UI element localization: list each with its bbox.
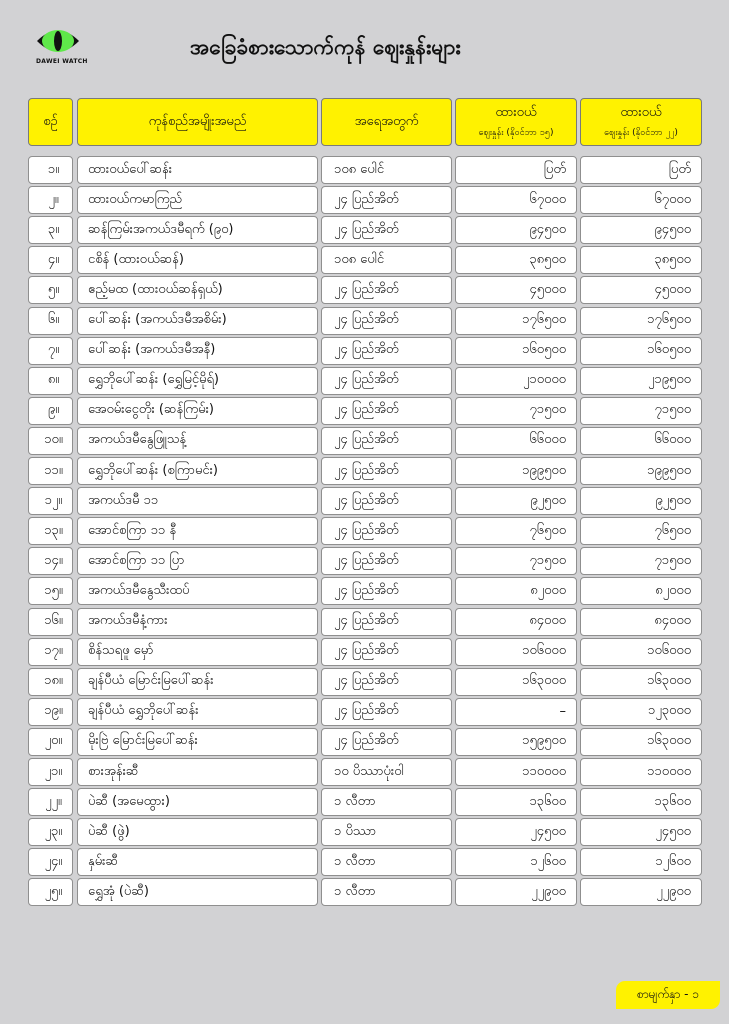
- row-1-name: ထားဝယ်ပေါ်ဆန်း: [77, 156, 318, 184]
- header-price-nov22: [580, 98, 702, 146]
- logo: [36, 26, 86, 65]
- row-25-no: ၂၅။: [28, 878, 73, 906]
- header-price-nov22-l2: ဈေးနှုန်း (နိုဝင်ဘာ ၂၂): [604, 128, 678, 138]
- row-3-unit: ၂၄ ပြည်အိတ်: [321, 216, 452, 244]
- row-6-name: ပေါ်ဆန်း (အကယ်ဒမီအစိမ်း): [77, 307, 318, 335]
- row-22-p1: ၁၃၆၀၀: [455, 788, 577, 816]
- row-14-no: ၁၄။: [28, 547, 73, 575]
- header-unit: အရေအတွက်: [321, 98, 452, 146]
- row-2-no: ၂။: [28, 186, 73, 214]
- header-price-nov15-l2: ဈေးနှုန်း (နိုဝင်ဘာ ၁၅): [478, 128, 554, 138]
- header-price-nov15-l1: ထားဝယ်: [495, 105, 537, 120]
- row-21-p1: ၁၁၀၀၀၀: [455, 758, 577, 786]
- row-16-unit: ၂၄ ပြည်အိတ်: [321, 608, 452, 636]
- row-19-p2: ၁၂၃၀၀၀: [580, 698, 702, 726]
- row-11-p1: ၁၉၉၅၀၀: [455, 457, 577, 485]
- row-16-p2: ၈၄၀၀၀: [580, 608, 702, 636]
- page-title: အခြေခံစားသောက်ကုန် ဈေးနှုန်းများ: [190, 35, 461, 59]
- row-14-p1: ၇၁၅၀၀: [455, 547, 577, 575]
- row-10-name: အကယ်ဒမီနွေဖြူသန့်: [77, 427, 318, 455]
- row-18-name: ချန်ပီယံ မြောင်းမြပေါ်ဆန်း: [77, 668, 318, 696]
- row-10-p2: ၆၆၀၀၀: [580, 427, 702, 455]
- row-1-unit: ၁၀၈ ပေါင်: [321, 156, 452, 184]
- row-13-name: အောင်စကြာ ၁၁ နီ: [77, 517, 318, 545]
- row-15-name: အကယ်ဒမီနွေသီးထပ်: [77, 577, 318, 605]
- row-18-p1: ၁၆၃၀၀၀: [455, 668, 577, 696]
- row-8-unit: ၂၄ ပြည်အိတ်: [321, 367, 452, 395]
- row-25-name: ရွှေအုံ (ပဲဆီ): [77, 878, 318, 906]
- row-7-p1: ၁၆၀၅၀၀: [455, 337, 577, 365]
- row-15-p2: ၈၂၀၀၀: [580, 577, 702, 605]
- row-4-name: ငစိန် (ထားဝယ်ဆန်): [77, 246, 318, 274]
- row-24-p2: ၁၂၆၀၀: [580, 848, 702, 876]
- row-3-no: ၃။: [28, 216, 73, 244]
- row-12-name: အကယ်ဒမီ ၁၁: [77, 487, 318, 515]
- row-20-unit: ၂၄ ပြည်အိတ်: [321, 728, 452, 756]
- row-22-p2: ၁၃၆၀၀: [580, 788, 702, 816]
- row-6-p1: ၁၇၆၅၀၀: [455, 307, 577, 335]
- row-24-name: နှမ်းဆီ: [77, 848, 318, 876]
- row-9-p1: ၇၁၅၀၀: [455, 397, 577, 425]
- row-1-p2: ပြတ်: [580, 156, 702, 184]
- row-25-unit: ၁ လီတာ: [321, 878, 452, 906]
- header-price-nov15: [455, 98, 577, 146]
- row-13-p1: ၇၆၅၀၀: [455, 517, 577, 545]
- row-15-p1: ၈၂၀၀၀: [455, 577, 577, 605]
- row-9-name: အေဝမ်းငွေတိုး (ဆန်ကြမ်း): [77, 397, 318, 425]
- row-4-p1: ၃၈၅၀၀: [455, 246, 577, 274]
- row-4-unit: ၁၀၈ ပေါင်: [321, 246, 452, 274]
- row-17-no: ၁၇။: [28, 638, 73, 666]
- row-17-unit: ၂၄ ပြည်အိတ်: [321, 638, 452, 666]
- row-23-no: ၂၃။: [28, 818, 73, 846]
- row-19-name: ချန်ပီယံ ရွှေဘိုပေါ်ဆန်း: [77, 698, 318, 726]
- row-19-unit: ၂၄ ပြည်အိတ်: [321, 698, 452, 726]
- row-9-unit: ၂၄ ပြည်အိတ်: [321, 397, 452, 425]
- row-19-p1: –: [455, 698, 577, 726]
- row-21-no: ၂၁။: [28, 758, 73, 786]
- row-3-p1: ၉၄၅၀၀: [455, 216, 577, 244]
- row-23-p2: ၂၄၅၀၀: [580, 818, 702, 846]
- header-price-nov22-l1: ထားဝယ်: [620, 105, 662, 120]
- row-17-p1: ၁၀၆၀၀၀: [455, 638, 577, 666]
- row-12-no: ၁၂။: [28, 487, 73, 515]
- header-no: စဉ်: [28, 98, 73, 146]
- row-11-p2: ၁၉၉၅၀၀: [580, 457, 702, 485]
- header-name: ကုန်စည်အမျိုးအမည်: [77, 98, 318, 146]
- row-11-name: ရွှေဘိုပေါ်ဆန်း (စကြာမင်း): [77, 457, 318, 485]
- row-10-p1: ၆၆၀၀၀: [455, 427, 577, 455]
- row-20-p2: ၁၆၃၀၀၀: [580, 728, 702, 756]
- row-14-unit: ၂၄ ပြည်အိတ်: [321, 547, 452, 575]
- row-8-p2: ၂၁၉၅၀၀: [580, 367, 702, 395]
- row-25-p2: ၂၂၉၀၀: [580, 878, 702, 906]
- row-25-p1: ၂၂၉၀၀: [455, 878, 577, 906]
- row-7-no: ၇။: [28, 337, 73, 365]
- row-20-p1: ၁၅၉၅၀၀: [455, 728, 577, 756]
- row-8-no: ၈။: [28, 367, 73, 395]
- row-24-unit: ၁ လီတာ: [321, 848, 452, 876]
- row-15-no: ၁၅။: [28, 577, 73, 605]
- brand-name: DAWEI WATCH: [36, 58, 88, 65]
- row-16-no: ၁၆။: [28, 608, 73, 636]
- row-10-unit: ၂၄ ပြည်အိတ်: [321, 427, 452, 455]
- row-19-no: ၁၉။: [28, 698, 73, 726]
- row-18-p2: ၁၆၃၀၀၀: [580, 668, 702, 696]
- row-4-p2: ၃၈၅၀၀: [580, 246, 702, 274]
- row-5-unit: ၂၄ ပြည်အိတ်: [321, 276, 452, 304]
- row-8-p1: ၂၁၀၀၀၀: [455, 367, 577, 395]
- row-2-p2: ၆၇၀၀၀: [580, 186, 702, 214]
- row-7-p2: ၁၆၀၅၀၀: [580, 337, 702, 365]
- row-3-name: ဆန်ကြမ်းအကယ်ဒမီရက် (၉၀): [77, 216, 318, 244]
- row-13-p2: ၇၆၅၀၀: [580, 517, 702, 545]
- row-23-unit: ၁ ပိဿာ: [321, 818, 452, 846]
- row-6-p2: ၁၇၆၅၀၀: [580, 307, 702, 335]
- row-21-p2: ၁၁၀၀၀၀: [580, 758, 702, 786]
- row-14-name: အောင်စကြာ ၁၁ ပြာ: [77, 547, 318, 575]
- row-8-name: ရွှေဘိုပေါ်ဆန်း (ရွှေမြင့်မိုရ်): [77, 367, 318, 395]
- row-14-p2: ၇၁၅၀၀: [580, 547, 702, 575]
- row-17-p2: ၁၀၆၀၀၀: [580, 638, 702, 666]
- row-24-p1: ၁၂၆၀၀: [455, 848, 577, 876]
- row-1-p1: ပြတ်: [455, 156, 577, 184]
- row-5-name: ဧည့်မထ (ထားဝယ်ဆန်ရှယ်): [77, 276, 318, 304]
- row-5-p2: ၄၅၀၀၀: [580, 276, 702, 304]
- row-4-no: ၄။: [28, 246, 73, 274]
- row-2-p1: ၆၇၀၀၀: [455, 186, 577, 214]
- row-22-unit: ၁ လီတာ: [321, 788, 452, 816]
- row-12-p1: ၉၂၅၀၀: [455, 487, 577, 515]
- row-6-unit: ၂၄ ပြည်အိတ်: [321, 307, 452, 335]
- row-9-no: ၉။: [28, 397, 73, 425]
- row-2-unit: ၂၄ ပြည်အိတ်: [321, 186, 452, 214]
- row-12-p2: ၉၂၅၀၀: [580, 487, 702, 515]
- row-17-name: စိန်သရဖူ မှော်: [77, 638, 318, 666]
- row-21-unit: ၁၀ ပိဿာပုံးဝါ: [321, 758, 452, 786]
- row-6-no: ၆။: [28, 307, 73, 335]
- row-5-p1: ၄၅၀၀၀: [455, 276, 577, 304]
- row-16-p1: ၈၄၀၀၀: [455, 608, 577, 636]
- row-21-name: စားအုန်းဆီ: [77, 758, 318, 786]
- row-16-name: အကယ်ဒမီနံ့ကား: [77, 608, 318, 636]
- page-number: စာမျက်နှာ - ၁: [616, 981, 720, 1009]
- row-9-p2: ၇၁၅၀၀: [580, 397, 702, 425]
- row-23-name: ပဲဆီ (ဖွဲ): [77, 818, 318, 846]
- row-18-no: ၁၈။: [28, 668, 73, 696]
- eye-icon: [36, 26, 80, 56]
- row-1-no: ၁။: [28, 156, 73, 184]
- row-22-name: ပဲဆီ (အမေထွား): [77, 788, 318, 816]
- row-3-p2: ၉၄၅၀၀: [580, 216, 702, 244]
- row-13-no: ၁၃။: [28, 517, 73, 545]
- row-11-no: ၁၁။: [28, 457, 73, 485]
- row-18-unit: ၂၄ ပြည်အိတ်: [321, 668, 452, 696]
- row-13-unit: ၂၄ ပြည်အိတ်: [321, 517, 452, 545]
- row-7-name: ပေါ်ဆန်း (အကယ်ဒမီအနီ): [77, 337, 318, 365]
- row-24-no: ၂၄။: [28, 848, 73, 876]
- row-23-p1: ၂၄၅၀၀: [455, 818, 577, 846]
- row-20-name: မိုးဗြဲ မြောင်းမြပေါ်ဆန်း: [77, 728, 318, 756]
- row-12-unit: ၂၄ ပြည်အိတ်: [321, 487, 452, 515]
- row-15-unit: ၂၄ ပြည်အိတ်: [321, 577, 452, 605]
- row-22-no: ၂၂။: [28, 788, 73, 816]
- row-11-unit: ၂၄ ပြည်အိတ်: [321, 457, 452, 485]
- row-10-no: ၁၀။: [28, 427, 73, 455]
- row-7-unit: ၂၄ ပြည်အိတ်: [321, 337, 452, 365]
- row-5-no: ၅။: [28, 276, 73, 304]
- row-2-name: ထားဝယ်ကမာကြည်: [77, 186, 318, 214]
- row-20-no: ၂၀။: [28, 728, 73, 756]
